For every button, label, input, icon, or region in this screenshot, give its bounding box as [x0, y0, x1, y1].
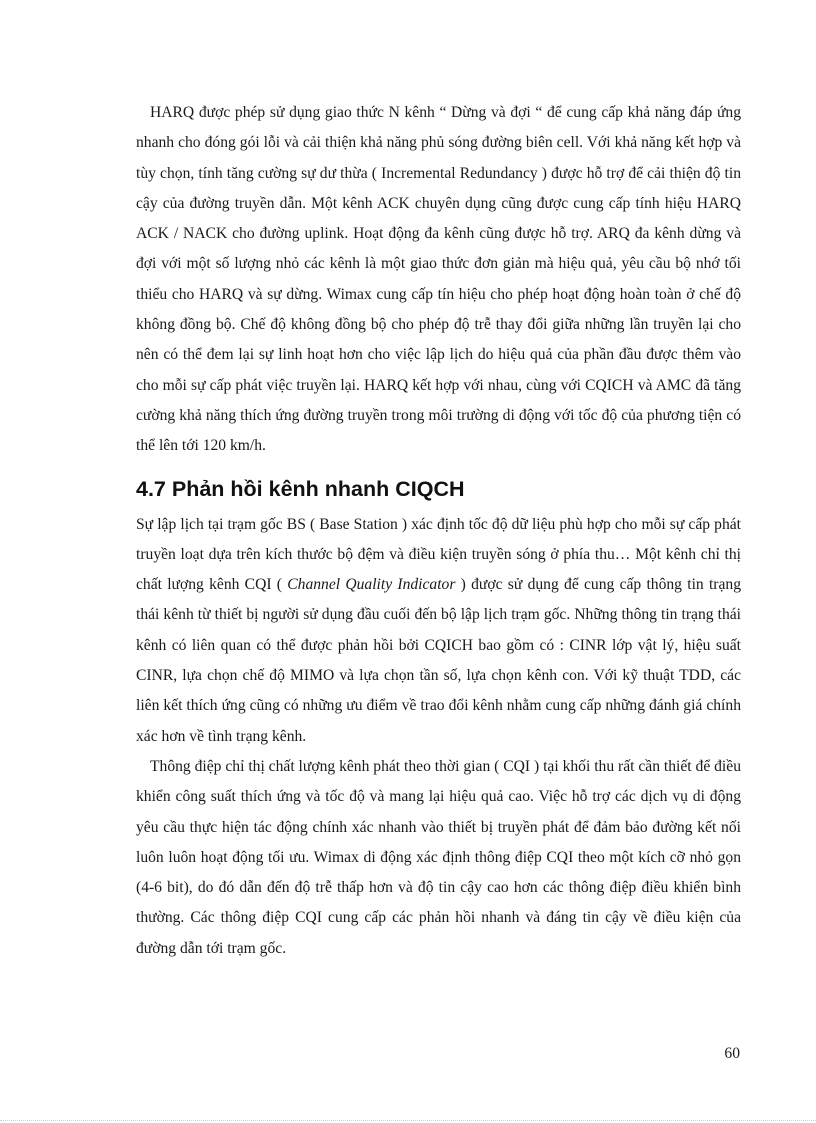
paragraph-scheduling-text-start: Sự lập lịch tại trạm gốc BS ( Base Station ) xác định tốc độ dữ liệu phù hợp cho mỗi sự cấp phát truyền loạt dựa trên kích thước bộ đệm và điều kiện truyền sóng ở phía thu… Một kênh chỉ thị chất lượng kênh CQI (	[136, 515, 741, 594]
page-number: 60	[724, 1045, 740, 1062]
page-bottom-divider	[0, 1120, 816, 1121]
paragraph-harq: HARQ được phép sử dụng giao thức N kênh “ Dừng và đợi “ để cung cấp khả năng đáp ứng nhanh cho đóng gói lỗi và cải thiện khả năng phủ sóng đường biên cell. Với khả năng kết hợp và tùy chọn, tính tăng cường sự dư thừa ( Incremental Redundancy ) được hỗ trợ để cải thiện độ tin cậy của đường truyền dẫn. Một kênh ACK chuyên dụng cũng được cung cấp tính hiệu HARQ ACK / NACK cho đường uplink. Hoạt động đa kênh cũng được hỗ trợ. ARQ đa kênh dừng và đợi với một số lượng nhỏ các kênh là một giao thức đơn giản mà hiệu quả, yêu cầu bộ nhớ tối thiểu cho HARQ và sự dừng. Wimax cung cấp tín hiệu cho phép hoạt động hoàn toàn ở chế độ không đồng bộ. Chế độ không đồng bộ cho phép độ trễ thay đổi giữa những lần truyền lại cho nên có thể đem lại sự linh hoạt hơn cho việc lập lịch do hiệu quả của phần đầu được thêm vào cho mỗi sự cấp phát việc truyền lại. HARQ kết hợp với nhau, cùng với CQICH và AMC đã tăng cường khả năng thích ứng đường truyền trong môi trường di động với tốc độ của phương tiện có thể lên tới 120 km/h.	[136, 104, 741, 455]
section-heading: 4.7 Phản hồi kênh nhanh CIQCH	[136, 476, 465, 501]
document-page	[136, 98, 741, 964]
cqi-term-italic: Channel Quality Indicator	[287, 576, 456, 594]
paragraph-scheduling-text-end: ) được sử dụng để cung cấp thông tin trạng thái kênh từ thiết bị người sử dụng đầu cuối đến bộ lập lịch trạm gốc. Những thông tin trạng thái kênh có liên quan có thể được phản hồi bởi CQICH bao gồm có : CINR lớp vật lý, hiệu suất CINR, lựa chọn chế độ MIMO và lựa chọn tần số, lựa chọn kênh con. Với kỹ thuật TDD, các liên kết thích ứng cũng có những ưu điểm về trao đổi kênh nhằm cung cấp những đánh giá chính xác hơn về tình trạng kênh.	[136, 576, 741, 745]
paragraph-cqi-message: Thông điệp chỉ thị chất lượng kênh phát theo thời gian ( CQI ) tại khối thu rất cần thiết để điều khiển công suất thích ứng và tốc độ và mang lại hiệu quả cao. Việc hỗ trợ các dịch vụ di động yêu cầu thực hiện tác động chính xác nhanh vào thiết bị truyền phát để đảm bảo đường kết nối luôn luôn hoạt động tối ưu. Wimax di động xác định thông điệp CQI theo một kích cỡ nhỏ gọn (4-6 bit), do đó dẫn đến độ trễ thấp hơn và độ tin cậy cao hơn các thông điệp điều khiển bình thường. Các thông điệp CQI cung cấp các phản hồi nhanh và đáng tin cậy về điều kiện của đường dẫn tới trạm gốc.	[136, 757, 741, 957]
paragraph-scheduling	[136, 510, 741, 752]
